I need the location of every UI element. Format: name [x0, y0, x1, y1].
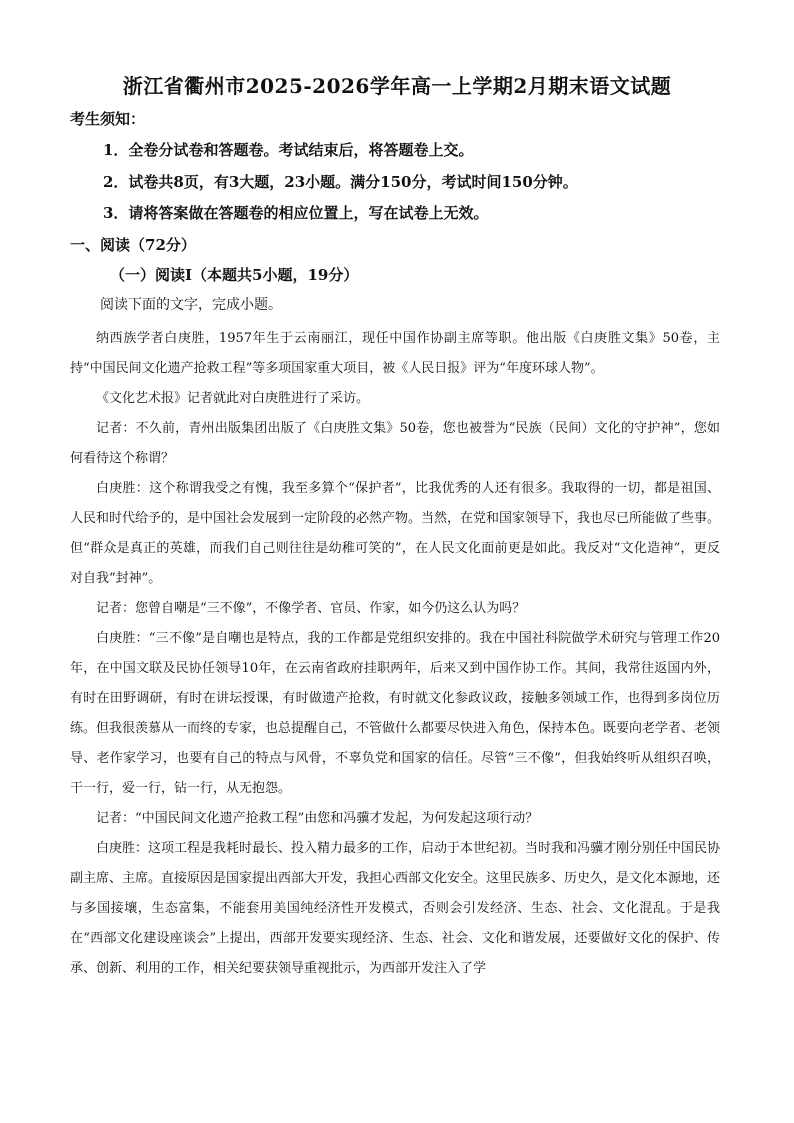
page-title: 浙江省衢州市2025-2026学年高一上学期2月期末语文试题 [122, 74, 672, 98]
passage-paragraph: 白庚胜：“三不像”是自嘲也是特点，我的工作都是党组织安排的。我在中国社科院做学术研究与管理工作20年，在中国文联及民协任领导10年，在云南省政府挂职两年，后来又到中国作协工作。其间，我常往返国内外，有时在田野调研，有时在讲坛授课，有时做遗产抢救，有时就文化参政议政，接触多领域工作，也得到多岗位历练。但我很羡慕从一而终的专家，也总提醒自己，不管做什么都要尽快进入角色，保持本色。既要向老学者、老领导、老作家学习，也要有自己的特点与风骨，不辜负党和国家的信任。尽管“三不像”，但我始终听从组织召唤，干一行，爱一行，钻一行，从无抱怨。 [70, 631, 721, 796]
passage-paragraph: 记者：“中国民间文化遗产抢救工程”由您和冯骥才发起，为何发起这项行动？ [96, 811, 539, 826]
notice-label: 考生须知： [70, 110, 146, 128]
section-heading: 一、阅读（72分） [70, 236, 196, 254]
subsection-heading: （一）阅读Ⅰ（本题共5小题，19分） [110, 266, 359, 284]
passage-paragraph: 白庚胜：这项工程是我耗时最长、投入精力最多的工作，启动于本世纪初。当时我和冯骥才刚分别任中国民协副主席、主席。直接原因是国家提出西部大开发，我担心西部文化安全。这里民族多、历史久，是文化本源地，还与多国接壤，生态富集，不能套用美国纯经济性开发模式，否则会引发经济、生态、社会、文化混乱。于是我在“西部文化建设座谈会”上提出，西部开发要实现经济、生态、社会、文化和谐发展，还要做好文化的保护、传承、创新、利用的工作，相关纪要获领导重视批示，为西部开发注入了学 [70, 841, 721, 976]
reading-passage [70, 324, 720, 984]
passage-paragraph: 白庚胜：这个称谓我受之有愧，我至多算个“保护者”，比我优秀的人还有很多。我取得的一切，都是祖国、人民和时代给予的，是中国社会发展到一定阶段的必然产物。当然，在党和国家领导下，我也尽已所能做了些事。但“群众是真正的英雄，而我们自己则往往是幼稚可笑的”，在人民文化面前更是如此。我反对“文化造神”，更反对自我“封神”。 [70, 481, 721, 586]
notice-item: 3．请将答案做在答题卷的相应位置上，写在试卷上无效。 [103, 204, 489, 222]
notice-item: 2．试卷共8页，有3大题，23小题。满分150分，考试时间150分钟。 [103, 173, 578, 191]
passage-paragraph: 纳西族学者白庚胜，1957年生于云南丽江，现任中国作协副主席等职。他出版《白庚胜文集》50卷，主持“中国民间文化遗产抢救工程”等多项国家重大项目，被《人民日报》评为“年度环球人物”。 [70, 331, 720, 376]
passage-paragraph: 《文化艺术报》记者就此对白庚胜进行了采访。 [96, 391, 370, 406]
passage-paragraph: 记者：您曾自嘲是“三不像”，不像学者、官员、作家，如今仍这么认为吗？ [96, 601, 526, 616]
reading-instruction: 阅读下面的文字，完成小题。 [100, 297, 282, 313]
passage-paragraph: 记者：不久前，青州出版集团出版了《白庚胜文集》50卷，您也被誉为“民族（民间）文化的守护神”，您如何看待这个称谓？ [70, 421, 720, 466]
notice-item: 1．全卷分试卷和答题卷。考试结束后，将答题卷上交。 [103, 141, 474, 159]
